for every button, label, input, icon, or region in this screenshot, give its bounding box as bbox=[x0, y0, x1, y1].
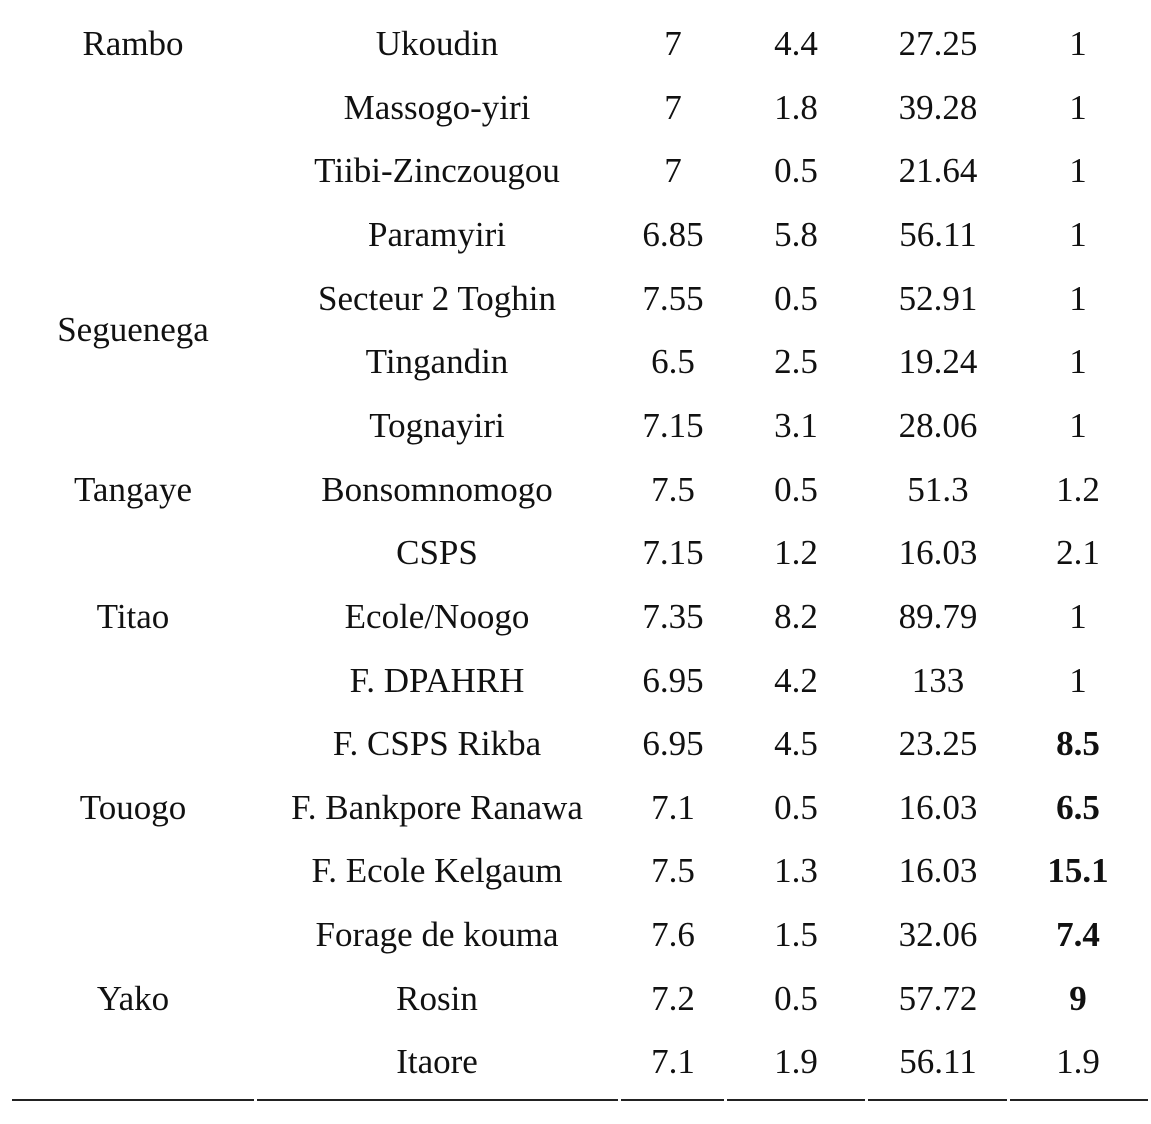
site-cell: Secteur 2 Toghin bbox=[318, 278, 556, 318]
value-cell-col3: 16.03 bbox=[898, 787, 978, 827]
value-cell-col3: 19.24 bbox=[898, 342, 978, 382]
value-cell-col4: 1 bbox=[1069, 342, 1087, 382]
value-cell-col3: 57.72 bbox=[898, 978, 978, 1018]
site-cell: F. DPAHRH bbox=[349, 660, 525, 700]
value-cell-col2: 1.8 bbox=[774, 87, 818, 127]
value-cell-col1: 7.35 bbox=[642, 596, 704, 636]
site-cell: Massogo-yiri bbox=[343, 87, 531, 127]
value-cell-col2: 2.5 bbox=[774, 342, 818, 382]
site-cell: Bonsomnomogo bbox=[321, 469, 553, 509]
value-cell-col4: 15.1 bbox=[1047, 851, 1109, 891]
table-bottom-rule bbox=[727, 1099, 865, 1101]
value-cell-col3: 89.79 bbox=[898, 596, 978, 636]
value-cell-col4: 1 bbox=[1069, 278, 1087, 318]
table-bottom-rule bbox=[1010, 1099, 1148, 1101]
value-cell-col4: 1 bbox=[1069, 24, 1087, 63]
value-cell-col2: 4.2 bbox=[774, 660, 818, 700]
value-cell-col4: 1 bbox=[1069, 596, 1087, 636]
site-cell: F. CSPS Rikba bbox=[332, 724, 542, 764]
region-cell: Rambo bbox=[82, 24, 184, 63]
value-cell-col4: 7.4 bbox=[1056, 915, 1100, 955]
value-cell-col3: 23.25 bbox=[898, 724, 978, 764]
value-cell-col1: 7.15 bbox=[642, 533, 704, 573]
value-cell-col1: 7 bbox=[664, 87, 682, 127]
region-cell: Seguenega bbox=[57, 310, 209, 350]
value-cell-col2: 1.9 bbox=[774, 1042, 818, 1082]
site-cell: Forage de kouma bbox=[315, 915, 559, 955]
value-cell-col4: 1 bbox=[1069, 214, 1087, 254]
value-cell-col2: 1.2 bbox=[774, 533, 818, 573]
value-cell-col1: 6.5 bbox=[651, 342, 695, 382]
value-cell-col3: 133 bbox=[911, 660, 965, 700]
value-cell-col4: 1.9 bbox=[1056, 1042, 1100, 1082]
site-cell: F. Ecole Kelgaum bbox=[311, 851, 563, 891]
site-cell: Ukoudin bbox=[375, 24, 499, 63]
value-cell-col4: 6.5 bbox=[1056, 787, 1100, 827]
value-cell-col2: 0.5 bbox=[774, 151, 818, 191]
value-cell-col4: 2.1 bbox=[1056, 533, 1100, 573]
value-cell-col3: 52.91 bbox=[898, 278, 978, 318]
site-cell: Paramyiri bbox=[367, 214, 507, 254]
value-cell-col2: 8.2 bbox=[774, 596, 818, 636]
region-cell: Touogo bbox=[79, 787, 187, 827]
value-cell-col2: 1.5 bbox=[774, 915, 818, 955]
region-cell: Yako bbox=[96, 978, 170, 1018]
value-cell-col1: 7.2 bbox=[651, 978, 695, 1018]
value-cell-col3: 32.06 bbox=[898, 915, 978, 955]
table-bottom-rule bbox=[257, 1099, 618, 1101]
value-cell-col4: 1 bbox=[1069, 405, 1087, 445]
site-cell: Ecole/Noogo bbox=[344, 596, 530, 636]
value-cell-col2: 4.4 bbox=[774, 24, 818, 63]
value-cell-col2: 0.5 bbox=[774, 278, 818, 318]
region-cell: Tangaye bbox=[73, 469, 193, 509]
value-cell-col3: 51.3 bbox=[907, 469, 969, 509]
value-cell-col1: 7.55 bbox=[642, 278, 704, 318]
value-cell-col3: 28.06 bbox=[898, 405, 978, 445]
value-cell-col4: 8.5 bbox=[1056, 724, 1100, 764]
value-cell-col2: 0.5 bbox=[774, 787, 818, 827]
value-cell-col4: 1 bbox=[1069, 87, 1087, 127]
value-cell-col1: 7.5 bbox=[651, 851, 695, 891]
value-cell-col4: 9 bbox=[1069, 978, 1087, 1018]
value-cell-col2: 3.1 bbox=[774, 405, 818, 445]
region-cell: Titao bbox=[96, 596, 170, 636]
value-cell-col1: 7.15 bbox=[642, 405, 704, 445]
value-cell-col1: 6.95 bbox=[642, 724, 704, 764]
value-cell-col3: 16.03 bbox=[898, 533, 978, 573]
value-cell-col3: 56.11 bbox=[899, 1042, 977, 1082]
value-cell-col4: 1 bbox=[1069, 151, 1087, 191]
value-cell-col2: 1.3 bbox=[774, 851, 818, 891]
value-cell-col4: 1 bbox=[1069, 660, 1087, 700]
site-cell: CSPS bbox=[396, 533, 478, 573]
value-cell-col2: 5.8 bbox=[774, 214, 818, 254]
value-cell-col3: 39.28 bbox=[898, 87, 978, 127]
value-cell-col1: 7.1 bbox=[651, 1042, 695, 1082]
value-cell-col2: 0.5 bbox=[774, 469, 818, 509]
site-cell: Tiibi-Zinczougou bbox=[314, 151, 560, 191]
site-cell: Tingandin bbox=[365, 342, 509, 382]
table-bottom-rule bbox=[12, 1099, 254, 1101]
value-cell-col3: 21.64 bbox=[898, 151, 978, 191]
site-cell: Itaore bbox=[396, 1042, 478, 1082]
site-cell: Tognayiri bbox=[369, 405, 505, 445]
value-cell-col2: 0.5 bbox=[774, 978, 818, 1018]
value-cell-col1: 7 bbox=[664, 24, 682, 63]
site-cell: F. Bankpore Ranawa bbox=[291, 787, 583, 827]
value-cell-col1: 6.95 bbox=[642, 660, 704, 700]
value-cell-col3: 27.25 bbox=[898, 24, 978, 63]
table-bottom-rule bbox=[621, 1099, 724, 1101]
value-cell-col2: 4.5 bbox=[774, 724, 818, 764]
site-cell: Rosin bbox=[396, 978, 478, 1018]
value-cell-col1: 7 bbox=[664, 151, 682, 191]
value-cell-col1: 6.85 bbox=[642, 214, 704, 254]
table-bottom-rule bbox=[868, 1099, 1007, 1101]
value-cell-col4: 1.2 bbox=[1056, 469, 1100, 509]
value-cell-col1: 7.1 bbox=[651, 787, 695, 827]
value-cell-col3: 56.11 bbox=[899, 214, 977, 254]
value-cell-col1: 7.6 bbox=[651, 915, 695, 955]
value-cell-col3: 16.03 bbox=[898, 851, 978, 891]
value-cell-col1: 7.5 bbox=[651, 469, 695, 509]
